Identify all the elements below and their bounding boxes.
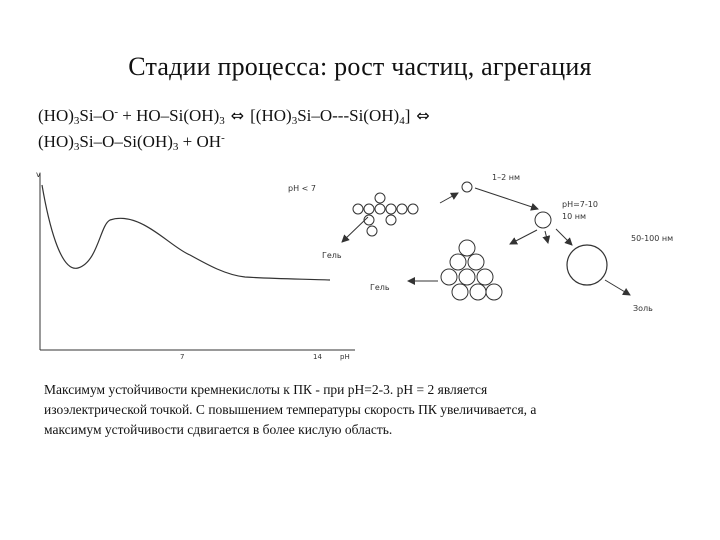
eq-part: ]	[404, 106, 411, 125]
label-ph-lt-7: pH < 7	[288, 184, 316, 193]
label-sol: Золь	[633, 304, 653, 313]
label-size-large: 50-100 нм	[631, 234, 674, 243]
eq-subscript: 3	[172, 141, 179, 153]
eq-superscript: -	[221, 132, 225, 144]
label-size-10: 10 нм	[562, 212, 586, 221]
arrow-to-medium-particle	[475, 188, 538, 209]
small-particle-circle	[462, 182, 472, 192]
slide-title: Стадии процесса: рост частиц, агрегация	[128, 52, 592, 81]
process-figure	[30, 165, 680, 370]
eq-part: Si–O–Si(OH)	[79, 132, 173, 151]
label-gel-1: Гель	[322, 251, 342, 260]
figure-svg	[30, 165, 680, 365]
stability-curve	[42, 185, 330, 280]
graph-x-tick-7: 7	[180, 353, 185, 361]
caption-line: максимум устойчивости сдвигается в более кислую область.	[44, 422, 393, 437]
label-size-small: 1–2 нм	[492, 173, 520, 182]
large-particle-circle	[567, 245, 607, 285]
arrow-to-small-particle	[440, 193, 458, 203]
reaction-equation-line-1	[38, 106, 436, 127]
reaction-equation-line-2	[38, 132, 225, 153]
medium-particle-circle	[535, 212, 551, 228]
eq-subscript: 3	[73, 141, 80, 153]
eq-superscript: -	[114, 106, 119, 118]
arrow-to-gel-1	[342, 217, 368, 242]
eq-subscript: 3	[219, 115, 225, 127]
eq-part: + HO–Si(OH)	[118, 106, 220, 125]
label-gel-2: Гель	[370, 283, 390, 292]
eq-subscript: 4	[399, 115, 405, 127]
eq-part: (HO)	[38, 132, 74, 151]
equilibrium-arrow: ⇔	[230, 106, 245, 125]
eq-part: + OH	[178, 132, 222, 151]
graph-x-tick-14: 14	[313, 353, 322, 361]
caption-line: изоэлектрической точкой. С повышением температуры скорость ПК увеличивается, а	[44, 402, 537, 417]
particle-cluster	[441, 240, 502, 300]
caption-text	[44, 380, 694, 440]
eq-part: Si–O	[79, 106, 115, 125]
eq-part: Si–O---Si(OH)	[297, 106, 400, 125]
arrow-to-sol	[605, 280, 630, 295]
eq-subscript: 3	[291, 115, 298, 127]
eq-part: (HO)	[38, 106, 74, 125]
eq-subscript: 3	[73, 115, 80, 127]
label-ph-7-10: pH=7-10	[562, 200, 598, 209]
graph-x-axis-label: pH	[340, 353, 350, 361]
equilibrium-arrow: ⇔	[416, 106, 430, 125]
particle-chain	[353, 193, 418, 236]
caption-line: Максимум устойчивости кремнекислоты к ПК - при pH=2-3. pH = 2 является	[44, 382, 488, 397]
arrow-down	[545, 231, 548, 243]
arrow-to-cluster	[510, 230, 537, 244]
eq-part: [(HO)	[250, 106, 292, 125]
arrow-to-large-particle	[556, 229, 572, 245]
graph-y-axis-label: v	[36, 170, 41, 179]
